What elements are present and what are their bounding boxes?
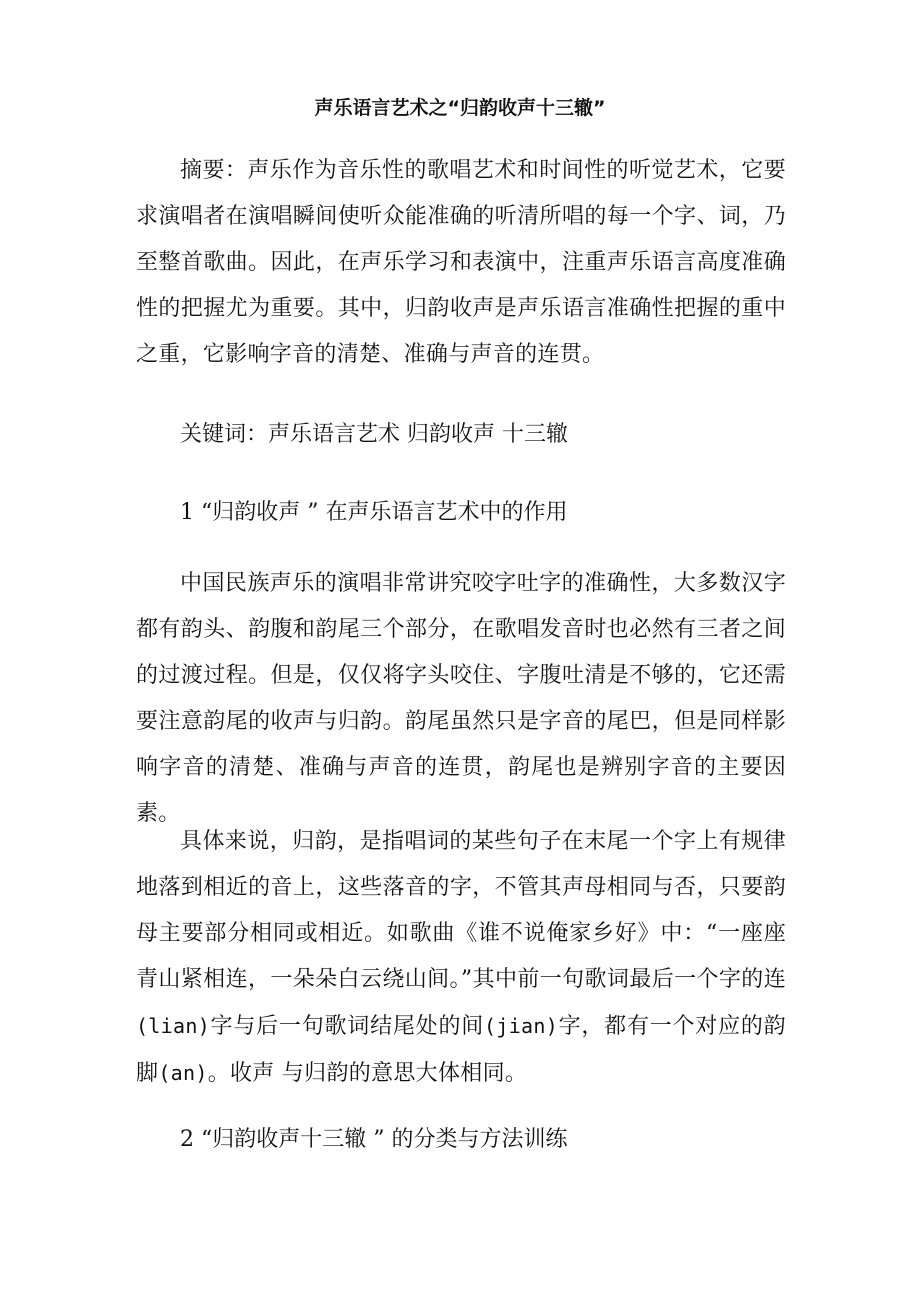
pinyin-lian: (lian) [136,1014,211,1038]
section-2-heading: 2 “归韵收声十三辙 ” 的分类与方法训练 [180,1127,568,1152]
section-1-heading: 1 “归韵收声 ” 在声乐语言艺术中的作用 [180,500,568,525]
abstract-paragraph: 摘要：声乐作为音乐性的歌唱艺术和时间性的听觉艺术，它要求演唱者在演唱瞬间使听众能准确的听清所唱的每一个字、词，乃至整首歌曲。因此，在声乐学习和表演中，注重声乐语言高度准确性的把握尤为重要。其中，归韵收声是声乐语言准确性把握的重中之重，它影响字音的清楚、准确与声音的连贯。 [136,158,786,367]
pinyin-jian: (jian) [484,1014,559,1038]
keywords-line: 关键词：声乐语言艺术 归韵收声 十三辙 [180,422,568,447]
paragraph-text: 字与后一句歌词结尾处的间 [210,1014,485,1039]
section-1-paragraph-1: 中国民族声乐的演唱非常讲究咬字吐字的准确性，大多数汉字都有韵头、韵腹和韵尾三个部分，在歌唱发音时也必然有三者之间的过渡过程。但是，仅仅将字头咬住、字腹吐清是不够的，它还需要注意韵尾的收声与归韵。韵尾虽然只是字音的尾巴，但是同样影响字音的清楚、准确与声音的连贯，韵尾也是辨别字音的主要因素。 [136,571,786,826]
document-title: 声乐语言艺术之“归韵收声十三辙” [314,97,606,119]
paragraph-text: 具体来说，归韵，是指唱词的某些句子在末尾一个字上有规律地落到相近的音上，这些落音的字，不管其声母相同与否，只要韵母主要部分相同或相近。如歌曲《谁不说俺家乡好》中：“一座座青山紧相连，一朵朵白云绕山间。”其中前一句歌词最后一个字的连 [136,829,786,992]
paragraph-text: 字，都有一个对应的韵脚 [136,1014,786,1086]
section-1-paragraph-2 [136,819,786,1097]
paragraph-text: 。收声 与归韵的意思大体相同。 [207,1061,528,1086]
pinyin-an: (an) [158,1061,208,1085]
